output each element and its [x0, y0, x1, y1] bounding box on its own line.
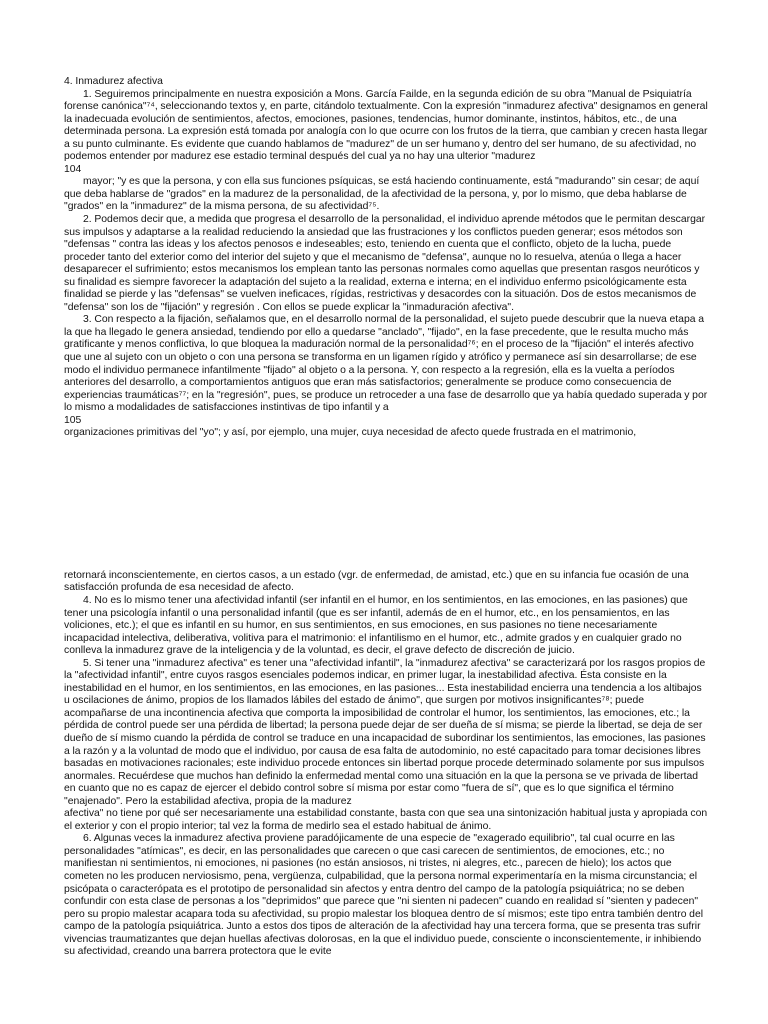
- paragraph-3-continued: organizaciones primitivas del "yo"; y así, por ejemplo, una mujer, cuya necesidad de afecto quede frustrada en el matrimonio,: [64, 427, 637, 439]
- paragraph-1-continued: mayor; "y es que la persona, y con ella sus funciones psíquicas, se está haciendo continuamente, está "madurando" sin cesar; de aquí que deba hablarse de "grados" en la madurez de la personalidad, de la afectividad de la persona, y, por lo mismo, que deba hablarse de "grados" en la "inmadurez" de la misma persona, de su afectividad⁷⁵.: [64, 176, 700, 213]
- paragraph-6: 6. Algunas veces la inmadurez afectiva proviene paradójicamente de una especie de "exagerado equilibrio", tal cual ocurre en las personalidades "atímicas", es decir, en las personalidades que carecen o que casi carecen de sentimientos, de emociones, etc.; no manifiestan ni sentimientos, ni emociones, ni pasiones (no están ansiosos, ni tristes, ni alegres, etc., parecen de hielo); los actos que cometen no les producen nerviosismo, pena, vergüenza, culpabilidad, que la persona normal experimentaría en la misma circunstancia; el psicópata o caracterópata es el prototipo de personalidad sin afectos y entra dentro del campo de la patología psiquiátrica; no se deben confundir con esta clase de personas a los "deprimidos" que parece que "ni sienten ni padecen" cuando en realidad sí "sienten y padecen" pero su propio malestar acapara toda su afectividad, su propio malestar los bloquea dentro de sí mismos; este tipo entra también dentro del campo de la patología psiquiátrica. Junto a estos dos tipos de alteración de la afectividad hay una tercera forma, que se presenta tras sufrir vivencias traumatizantes que dejan huellas afectivas dolorosas, en la que el individuo puede, consciente o inconscientemente, ir inhibiendo su afectividad, creando una barrera protectora que le evite: [64, 833, 704, 958]
- blank-gap: [64, 440, 708, 570]
- section-title: 4. Inmadurez afectiva: [64, 76, 163, 87]
- page-number-104: 104: [64, 163, 82, 175]
- paragraph-5: 5. Si tener una "inmadurez afectiva" es tener una "afectividad infantil", la "inmadurez afectiva" se caracterizará por los rasgos propios de la "afectividad infantil", entre cuyos rasgos esenciales podemos indicar, en primer lugar, la inestabilidad afectiva. Ésta consiste en la inestabilidad en el humor, en los sentimientos, en las emociones, en las pasiones... Esta inestabilidad encierra una tendencia a los altibajos u oscilaciones de ánimo, propios de los llamados lábiles del estado de ánimo", que surgen por motivos insignificantes⁷⁸; puede acompañarse de una incontinencia afectiva que comporta la imposibilidad de controlar el humor, los sentimientos, las emociones, etc.; la pérdida de control puede ser una pérdida de libertad; la persona puede dejar de ser dueña de sí misma; se pierde la libertad, se deja de ser dueño de sí mismo cuando la pérdida de control se traduce en una incapacidad de subordinar los sentimientos, las emociones, las pasiones a la razón y a la voluntad de modo que el individuo, por causa de esa falta de autodominio, no esté capacitado para tomar decisiones libres basadas en motivaciones racionales; este individuo procede entonces sin libertad porque procede determinado solamente por sus impulsos anormales. Recuérdese que muchos han definido la enfermedad mental como una situación en la que la persona se ve privada de libertad en cuanto que no es capaz de ejercer el debido control sobre sí misma por estar como "fuera de sí", que es lo que significa el término "enajenado". Pero la estabilidad afectiva, propia de la madurez: [64, 657, 706, 807]
- paragraph-3: 3. Con respecto a la fijación, señalamos que, en el desarrollo normal de la personalidad, el sujeto puede descubrir que la nueva etapa a la que ha llegado le genera ansiedad, tendiendo por ello a quedarse "anclado", "fijado", en la fase precedente, que le resulta mucho más gratificante y menos conflictiva, lo que bloquea la maduración normal de la personalidad⁷⁶; en el proceso de la "fijación" el interés afectivo que une al sujeto con un objeto o con una persona se transforma en un ligamen rígido y atrófico y permanece así sin desarrollarse; de ese modo el individuo permanece infantilmente "fijado" al objeto o a la persona. Y, con respecto a la regresión, ella es la vuelta a períodos anteriores del desarrollo, a comportamientos antiguos que eran más satisfactorios; generalmente se produce como consecuencia de experiencias traumáticas⁷⁷; en la "regresión", pues, se produce un retroceder a una fase de desarrollo que ya había quedado superada y por lo mismo a modalidades de satisfacciones instintivas de tipo infantil y a: [64, 314, 708, 414]
- paragraph-1: 1. Seguiremos principalmente en nuestra exposición a Mons. García Failde, en la segunda edición de su obra "Manual de Psiquiatría forense canónica"⁷⁴, seleccionando textos y, en parte, citándolo textualmente. Con la expresión "inmadurez afectiva" designamos en general la inadecuada evolución de sentimientos, afectos, emociones, pasiones, tendencias, humor dominante, instintos, hábitos, etc., de una determinada persona. La expresión está tomada por analogía con lo que ocurre con los frutos de la tierra, que cambian y crecen hasta llegar a su punto culminante. Es evidente que cuando hablamos de "madurez" de un ser humano y, dentro del ser humano, de su afectividad, no podemos entender por madurez ese estadio terminal después del cual ya no hay una ulterior "madurez: [64, 88, 708, 163]
- page-number-105: 105: [64, 414, 82, 426]
- paragraph-2: 2. Podemos decir que, a medida que progresa el desarrollo de la personalidad, el individuo aprende métodos que le permitan descargar sus impulsos y adaptarse a la realidad reduciendo la ansiedad que las frustraciones y los conflictos pueden generar; esos métodos son "defensas " contra las ideas y los afectos penosos e indeseables; esto, teniendo en cuenta que el conflicto, objeto de la lucha, puede proceder tanto del exterior como del interior del sujeto y que el mecanismo de "defensa", aunque no lo resuelva, atenúa o llega a hacer desaparecer el sufrimiento; estos mecanismos los emplean tanto las personas normales como aquellas que presentan rasgos neuróticos y su finalidad es siempre favorecer la adaptación del sujeto a la realidad, externa e interna; en el individuo enfermo psicológicamente esta finalidad se pierde y las "defensas" se vuelven ineficaces, rígidas, restrictivas y desacordes con la situación. Dos de estos mecanismos de "defensa" son los de "fijación" y regresión . Con ellos se puede explicar la "inmaduración afectiva".: [64, 214, 706, 313]
- paragraph-3-continued-2: retornará inconscientemente, en ciertos casos, a un estado (vgr. de enfermedad, de amistad, etc.) que en su infancia fue ocasión de una satisfacción profunda de esa necesidad de afecto.: [64, 569, 689, 594]
- paragraph-5-continued: afectiva" no tiene por qué ser necesariamente una estabilidad constante, basta con que sea una sintonización habitual justa y apropiada con el exterior y con el propio interior; tal vez la forma de medirlo sea el estado habitual de ánimo.: [64, 808, 708, 832]
- paragraph-4: 4. No es lo mismo tener una afectividad infantil (ser infantil en el humor, en los sentimientos, en las emociones, en las pasiones) que tener una psicología infantil o una personalidad infantil (que es ser infantil, además de en el humor, etc., en los pensamientos, en las voliciones, etc.); el que es infantil en su humor, en sus sentimientos, en sus emociones, en sus pasiones no tiene necesariamente incapacidad intelectiva, deliberativa, volitiva para el matrimonio: el infantilismo en el humor, etc., admite grados y en cualquier grado no conlleva la inmadurez grave de la inteligencia y de la voluntad, es decir, el grave defecto de discreción de juicio.: [64, 594, 688, 657]
- document-page: [64, 76, 708, 959]
